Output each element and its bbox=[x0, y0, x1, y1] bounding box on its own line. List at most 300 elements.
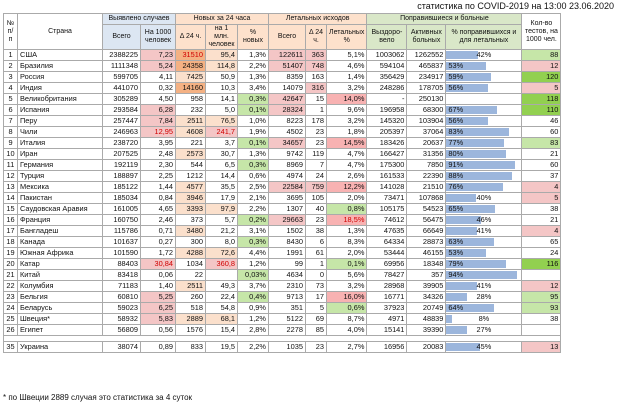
country-name-value: Швеция* bbox=[20, 314, 50, 323]
active bbox=[407, 83, 446, 94]
death-rate-value: 4,7% bbox=[347, 160, 365, 169]
country-name-value: Бразилия bbox=[20, 61, 53, 70]
death-rate bbox=[327, 204, 367, 215]
row-number-value: 26 bbox=[6, 325, 15, 334]
death-rate bbox=[327, 160, 367, 171]
new-pct bbox=[238, 226, 269, 237]
country-name-value: Украина bbox=[20, 342, 49, 351]
tests-per1000 bbox=[522, 105, 561, 116]
row-number bbox=[4, 193, 18, 204]
cases-total bbox=[103, 292, 141, 303]
active-value: 66649 bbox=[422, 226, 444, 235]
cases-per1000 bbox=[141, 248, 176, 259]
deaths-total bbox=[269, 149, 306, 160]
row-number-value: 11 bbox=[6, 160, 15, 169]
cases-per1000 bbox=[141, 94, 176, 105]
recovered-value: 183426 bbox=[379, 138, 405, 147]
row-number bbox=[4, 248, 18, 259]
recovered-value: 73471 bbox=[383, 193, 405, 202]
deaths-total bbox=[269, 248, 306, 259]
recovered-pct-value: 76% bbox=[448, 182, 464, 191]
recovered bbox=[367, 127, 407, 138]
new-pct bbox=[238, 237, 269, 248]
recovered bbox=[367, 314, 407, 325]
new-pct-value: 1,3% bbox=[249, 72, 266, 81]
active-value: 39905 bbox=[422, 281, 444, 290]
new-cases-value: 544 bbox=[190, 160, 203, 169]
tests-per1000-value: 37 bbox=[550, 171, 559, 180]
deaths-total bbox=[269, 138, 306, 149]
cases-total bbox=[103, 50, 141, 61]
page-title: статистика по COVID-2019 на 13:00 23.06.2020 bbox=[417, 1, 614, 11]
country-name bbox=[18, 314, 103, 325]
recovered-value: 141028 bbox=[379, 182, 405, 191]
header-new24: Новых за 24 часа bbox=[176, 14, 269, 25]
active bbox=[407, 193, 446, 204]
new-pct bbox=[238, 61, 269, 72]
new-per-mln-value: 35,5 bbox=[220, 182, 235, 191]
recovered-value: 16956 bbox=[383, 342, 405, 351]
row-number bbox=[4, 105, 18, 116]
new-pct bbox=[238, 204, 269, 215]
deaths-total bbox=[269, 160, 306, 171]
table-row bbox=[4, 105, 561, 116]
new-cases-value: 232 bbox=[190, 105, 203, 114]
deaths-24h-value: 119 bbox=[312, 149, 324, 158]
deaths-24h-value: 23 bbox=[315, 127, 324, 136]
row-number bbox=[4, 116, 18, 127]
deaths-24h bbox=[306, 94, 327, 105]
cases-total bbox=[103, 215, 141, 226]
header-cases: Выявлено случаев bbox=[103, 14, 176, 25]
deaths-total-value: 99 bbox=[294, 259, 303, 268]
recovered bbox=[367, 160, 407, 171]
country-name bbox=[18, 138, 103, 149]
new-per-mln-value: 68,1 bbox=[220, 314, 235, 323]
recovered-value: 28968 bbox=[383, 281, 405, 290]
active-value: 357 bbox=[431, 270, 444, 279]
deaths-total-value: 1502 bbox=[286, 226, 303, 235]
deaths-total bbox=[269, 127, 306, 138]
cases-per1000-value: 2,25 bbox=[158, 171, 173, 180]
recovered bbox=[367, 281, 407, 292]
recovered-value: 16771 bbox=[383, 292, 405, 301]
active bbox=[407, 281, 446, 292]
recovered-pct-bar bbox=[446, 227, 477, 235]
cases-per1000 bbox=[141, 171, 176, 182]
deaths-total bbox=[269, 270, 306, 281]
row-number-value: 6 bbox=[8, 105, 13, 114]
recovered-value: 78427 bbox=[383, 270, 405, 279]
tests-per1000 bbox=[522, 83, 561, 94]
new-per-mln bbox=[206, 281, 238, 292]
cases-per1000 bbox=[141, 226, 176, 237]
active bbox=[407, 259, 446, 270]
recovered-pct-value: 28% bbox=[476, 292, 492, 301]
recovered-pct-value: 41% bbox=[476, 226, 492, 235]
new-cases bbox=[176, 270, 206, 281]
new-cases-value: 3946 bbox=[186, 193, 203, 202]
new-cases-value: 221 bbox=[190, 138, 203, 147]
death-rate bbox=[327, 325, 367, 336]
table-row bbox=[4, 138, 561, 149]
recovered-pct bbox=[446, 248, 522, 259]
new-cases-value: 4288 bbox=[186, 248, 203, 257]
new-per-mln bbox=[206, 149, 238, 160]
row-number bbox=[4, 83, 18, 94]
row-number-value: 5 bbox=[8, 94, 13, 103]
new-pct bbox=[238, 149, 269, 160]
new-pct bbox=[238, 259, 269, 270]
new-per-mln-value: 5,7 bbox=[224, 215, 235, 224]
recovered-pct bbox=[446, 204, 522, 215]
deaths-total bbox=[269, 303, 306, 314]
recovered-pct bbox=[446, 160, 522, 171]
recovered-pct bbox=[446, 215, 522, 226]
recovered-pct bbox=[446, 270, 522, 281]
row-number bbox=[4, 259, 18, 270]
death-rate-value: 0,1% bbox=[347, 259, 365, 268]
table-row bbox=[4, 281, 561, 292]
cases-total-value: 1111348 bbox=[110, 61, 138, 70]
header-num: № п/п bbox=[4, 14, 18, 50]
cases-per1000-value: 1,72 bbox=[158, 248, 173, 257]
country-name bbox=[18, 127, 103, 138]
new-cases-value: 260 bbox=[190, 292, 203, 301]
new-per-mln bbox=[206, 182, 238, 193]
new-pct-value: 2,2% bbox=[249, 342, 266, 351]
death-rate bbox=[327, 226, 367, 237]
new-per-mln-value: 14,4 bbox=[220, 171, 235, 180]
deaths-24h-value: 0 bbox=[319, 270, 324, 279]
row-number bbox=[4, 149, 18, 160]
table-row bbox=[4, 149, 561, 160]
recovered-pct-value: 8% bbox=[478, 314, 490, 323]
country-name-value: Турция bbox=[20, 171, 45, 180]
deaths-total-value: 1035 bbox=[286, 342, 303, 351]
new-pct-value: 0,6% bbox=[249, 171, 266, 180]
row-number-value: 25 bbox=[6, 314, 15, 323]
recovered bbox=[367, 116, 407, 127]
tests-per1000-value: 4 bbox=[554, 226, 559, 235]
row-number bbox=[4, 303, 18, 314]
recovered-pct-bar bbox=[446, 282, 477, 290]
death-rate bbox=[327, 215, 367, 226]
tests-per1000-value: 12 bbox=[550, 281, 559, 290]
new-pct-value: 1,3% bbox=[249, 149, 266, 158]
new-pct-value: 0,3% bbox=[249, 237, 266, 246]
tests-per1000-value: 21 bbox=[550, 149, 559, 158]
deaths-24h bbox=[306, 281, 327, 292]
tests-per1000 bbox=[522, 204, 561, 215]
new-cases bbox=[176, 50, 206, 61]
active-value: 22390 bbox=[422, 171, 444, 180]
cases-total-value: 246963 bbox=[113, 127, 138, 136]
new-pct-value: 1,0% bbox=[249, 116, 266, 125]
new-cases bbox=[176, 237, 206, 248]
header-cases-per1000: На 1000 человек bbox=[141, 25, 176, 50]
deaths-24h-value: 105 bbox=[311, 193, 324, 202]
country-name bbox=[18, 237, 103, 248]
country-name bbox=[18, 303, 103, 314]
country-name-value: Мексика bbox=[20, 182, 49, 191]
cases-per1000 bbox=[141, 281, 176, 292]
active bbox=[407, 171, 446, 182]
new-pct-value: 0,9% bbox=[249, 303, 266, 312]
deaths-24h bbox=[306, 50, 327, 61]
recovered-value: 196958 bbox=[379, 105, 405, 114]
new-per-mln-value: 14,1 bbox=[220, 94, 235, 103]
row-number bbox=[4, 204, 18, 215]
deaths-total-value: 2310 bbox=[286, 281, 303, 290]
deaths-total bbox=[269, 226, 306, 237]
active-value: 48839 bbox=[422, 314, 444, 323]
new-pct-value: 1,2% bbox=[249, 314, 266, 323]
active bbox=[407, 226, 446, 237]
country-name bbox=[18, 193, 103, 204]
new-cases bbox=[176, 138, 206, 149]
row-number-value: 2 bbox=[8, 61, 13, 70]
new-per-mln-value: 3,7 bbox=[224, 138, 235, 147]
cases-total-value: 160750 bbox=[113, 215, 138, 224]
tests-per1000-value: 95 bbox=[550, 292, 559, 301]
cases-total-value: 305289 bbox=[113, 94, 138, 103]
country-name-value: Пакистан bbox=[20, 193, 52, 202]
deaths-24h-value: 40 bbox=[315, 204, 324, 213]
deaths-total-value: 4634 bbox=[286, 270, 303, 279]
tests-per1000 bbox=[522, 292, 561, 303]
new-cases-value: 4577 bbox=[186, 182, 203, 191]
table-row bbox=[4, 342, 561, 353]
deaths-24h-value: 316 bbox=[311, 83, 324, 92]
header-deaths-total: Всего bbox=[269, 25, 306, 50]
table-row bbox=[4, 248, 561, 259]
row-number bbox=[4, 94, 18, 105]
recovered-pct bbox=[446, 182, 522, 193]
new-cases-value: 24358 bbox=[182, 61, 203, 70]
deaths-total bbox=[269, 171, 306, 182]
new-per-mln-value: 22,4 bbox=[220, 292, 235, 301]
new-per-mln bbox=[206, 50, 238, 61]
recovered bbox=[367, 138, 407, 149]
tests-per1000-value: 38 bbox=[550, 204, 559, 213]
cases-total-value: 83418 bbox=[117, 270, 138, 279]
active bbox=[407, 138, 446, 149]
new-per-mln-value: 360,8 bbox=[216, 259, 235, 268]
row-number-value: 9 bbox=[8, 138, 13, 147]
death-rate bbox=[327, 270, 367, 281]
recovered-value: 145320 bbox=[379, 116, 405, 125]
header-recovered-group: Поправившиеся и больные bbox=[367, 14, 522, 25]
new-cases bbox=[176, 314, 206, 325]
new-pct-value: 0,03% bbox=[245, 270, 266, 279]
recovered bbox=[367, 171, 407, 182]
cases-total-value: 58932 bbox=[117, 314, 138, 323]
new-pct-value: 2,2% bbox=[249, 204, 266, 213]
row-number-value: 24 bbox=[6, 303, 15, 312]
country-name-value: Франция bbox=[20, 215, 51, 224]
new-pct-value: 2,2% bbox=[249, 61, 266, 70]
cases-total-value: 257447 bbox=[113, 116, 138, 125]
active bbox=[407, 61, 446, 72]
recovered-pct-value: 88% bbox=[448, 171, 464, 180]
deaths-24h bbox=[306, 127, 327, 138]
cases-per1000-value: 0,32 bbox=[158, 83, 173, 92]
deaths-24h bbox=[306, 72, 327, 83]
recovered-pct bbox=[446, 105, 522, 116]
country-name bbox=[18, 270, 103, 281]
active bbox=[407, 248, 446, 259]
country-name-value: Великобритания bbox=[20, 94, 77, 103]
country-name bbox=[18, 149, 103, 160]
tests-per1000 bbox=[522, 160, 561, 171]
death-rate-value: 14,5% bbox=[343, 138, 365, 147]
new-per-mln bbox=[206, 83, 238, 94]
active bbox=[407, 303, 446, 314]
recovered-value: 47635 bbox=[383, 226, 405, 235]
deaths-24h-value: 5 bbox=[319, 303, 324, 312]
new-per-mln bbox=[206, 61, 238, 72]
new-cases-value: 22 bbox=[194, 270, 203, 279]
tests-per1000-value: 88 bbox=[550, 50, 559, 59]
death-rate bbox=[327, 61, 367, 72]
country-name bbox=[18, 182, 103, 193]
table-row bbox=[4, 259, 561, 270]
header-deaths: Летальных исходов bbox=[269, 14, 367, 25]
new-pct bbox=[238, 270, 269, 281]
table-row bbox=[4, 314, 561, 325]
tests-per1000 bbox=[522, 182, 561, 193]
new-pct bbox=[238, 72, 269, 83]
tests-per1000 bbox=[522, 72, 561, 83]
cases-total bbox=[103, 160, 141, 171]
new-per-mln bbox=[206, 215, 238, 226]
deaths-24h bbox=[306, 138, 327, 149]
cases-per1000-value: 4,65 bbox=[158, 204, 173, 213]
recovered bbox=[367, 248, 407, 259]
cases-total-value: 38074 bbox=[117, 342, 138, 351]
new-pct-value: 3,4% bbox=[249, 83, 266, 92]
death-rate bbox=[327, 171, 367, 182]
country-name-value: Бельгия bbox=[20, 292, 48, 301]
active bbox=[407, 94, 446, 105]
recovered-pct-value: 53% bbox=[448, 248, 464, 257]
new-per-mln-value: 15,4 bbox=[220, 325, 235, 334]
deaths-total-value: 122611 bbox=[278, 50, 303, 59]
row-number bbox=[4, 342, 18, 353]
death-rate-value: 12,2% bbox=[343, 182, 365, 191]
active bbox=[407, 72, 446, 83]
cases-per1000 bbox=[141, 105, 176, 116]
country-name bbox=[18, 61, 103, 72]
new-per-mln bbox=[206, 127, 238, 138]
cases-total-value: 293584 bbox=[113, 105, 138, 114]
tests-per1000 bbox=[522, 61, 561, 72]
country-name bbox=[18, 116, 103, 127]
recovered bbox=[367, 61, 407, 72]
new-per-mln-value: 114,8 bbox=[217, 61, 235, 70]
cases-total bbox=[103, 237, 141, 248]
new-per-mln bbox=[206, 204, 238, 215]
row-number-value: 14 bbox=[6, 193, 15, 202]
new-per-mln bbox=[206, 237, 238, 248]
country-name bbox=[18, 226, 103, 237]
header-deaths-pct: Летальных % bbox=[327, 25, 367, 50]
new-per-mln-value: 21,2 bbox=[220, 226, 235, 235]
cases-total-value: 60810 bbox=[117, 292, 138, 301]
recovered-value: 15141 bbox=[383, 325, 405, 334]
tests-per1000-value: 5 bbox=[554, 193, 559, 202]
table-row bbox=[4, 72, 561, 83]
new-pct-value: 1,9% bbox=[249, 127, 266, 136]
new-pct bbox=[238, 94, 269, 105]
cases-total bbox=[103, 314, 141, 325]
active bbox=[407, 292, 446, 303]
cases-total-value: 185034 bbox=[113, 193, 138, 202]
new-cases bbox=[176, 248, 206, 259]
cases-per1000 bbox=[141, 292, 176, 303]
header-recov-pct: % поправившихся и для летальных bbox=[446, 25, 522, 50]
recovered-value: 74612 bbox=[383, 215, 405, 224]
row-number bbox=[4, 160, 18, 171]
row-number-value: 13 bbox=[6, 182, 15, 191]
tests-per1000-value: 38 bbox=[550, 314, 559, 323]
active-value: 34326 bbox=[422, 292, 444, 301]
new-per-mln-value: 241,7 bbox=[216, 127, 235, 136]
deaths-24h bbox=[306, 61, 327, 72]
country-name-value: Китай bbox=[20, 270, 40, 279]
deaths-total bbox=[269, 215, 306, 226]
deaths-total-value: 1307 bbox=[286, 204, 303, 213]
active bbox=[407, 215, 446, 226]
cases-total bbox=[103, 61, 141, 72]
deaths-total-value: 8223 bbox=[286, 116, 303, 125]
recovered-pct bbox=[446, 226, 522, 237]
recovered-pct-bar bbox=[446, 315, 452, 323]
row-number bbox=[4, 226, 18, 237]
cases-per1000 bbox=[141, 215, 176, 226]
row-number-value: 20 bbox=[6, 259, 15, 268]
deaths-24h-value: 23 bbox=[315, 215, 324, 224]
row-number-value: 17 bbox=[6, 226, 15, 235]
deaths-total bbox=[269, 105, 306, 116]
table-row bbox=[4, 270, 561, 281]
tests-per1000-value: 4 bbox=[554, 182, 559, 191]
new-per-mln bbox=[206, 72, 238, 83]
row-number bbox=[4, 72, 18, 83]
tests-per1000-value: 24 bbox=[550, 248, 559, 257]
recovered bbox=[367, 83, 407, 94]
recovered-pct-value: 46% bbox=[476, 215, 492, 224]
recovered-pct-bar bbox=[446, 343, 480, 351]
new-cases-value: 4608 bbox=[186, 127, 203, 136]
cases-per1000 bbox=[141, 193, 176, 204]
new-cases-value: 2889 bbox=[186, 314, 203, 323]
country-name-value: Иран bbox=[20, 149, 38, 158]
cases-total-value: 101590 bbox=[113, 248, 138, 257]
recovered-pct bbox=[446, 342, 522, 353]
new-per-mln-value: 49,3 bbox=[220, 281, 235, 290]
cases-per1000 bbox=[141, 160, 176, 171]
recovered-value: 64334 bbox=[383, 237, 405, 246]
death-rate-value: 18,5% bbox=[343, 215, 365, 224]
recovered-value: 205397 bbox=[379, 127, 405, 136]
active-value: 21510 bbox=[422, 182, 444, 191]
new-per-mln bbox=[206, 270, 238, 281]
country-name-value: Бангладеш bbox=[20, 226, 59, 235]
recovered-pct-value: 53% bbox=[448, 61, 464, 70]
deaths-24h bbox=[306, 314, 327, 325]
